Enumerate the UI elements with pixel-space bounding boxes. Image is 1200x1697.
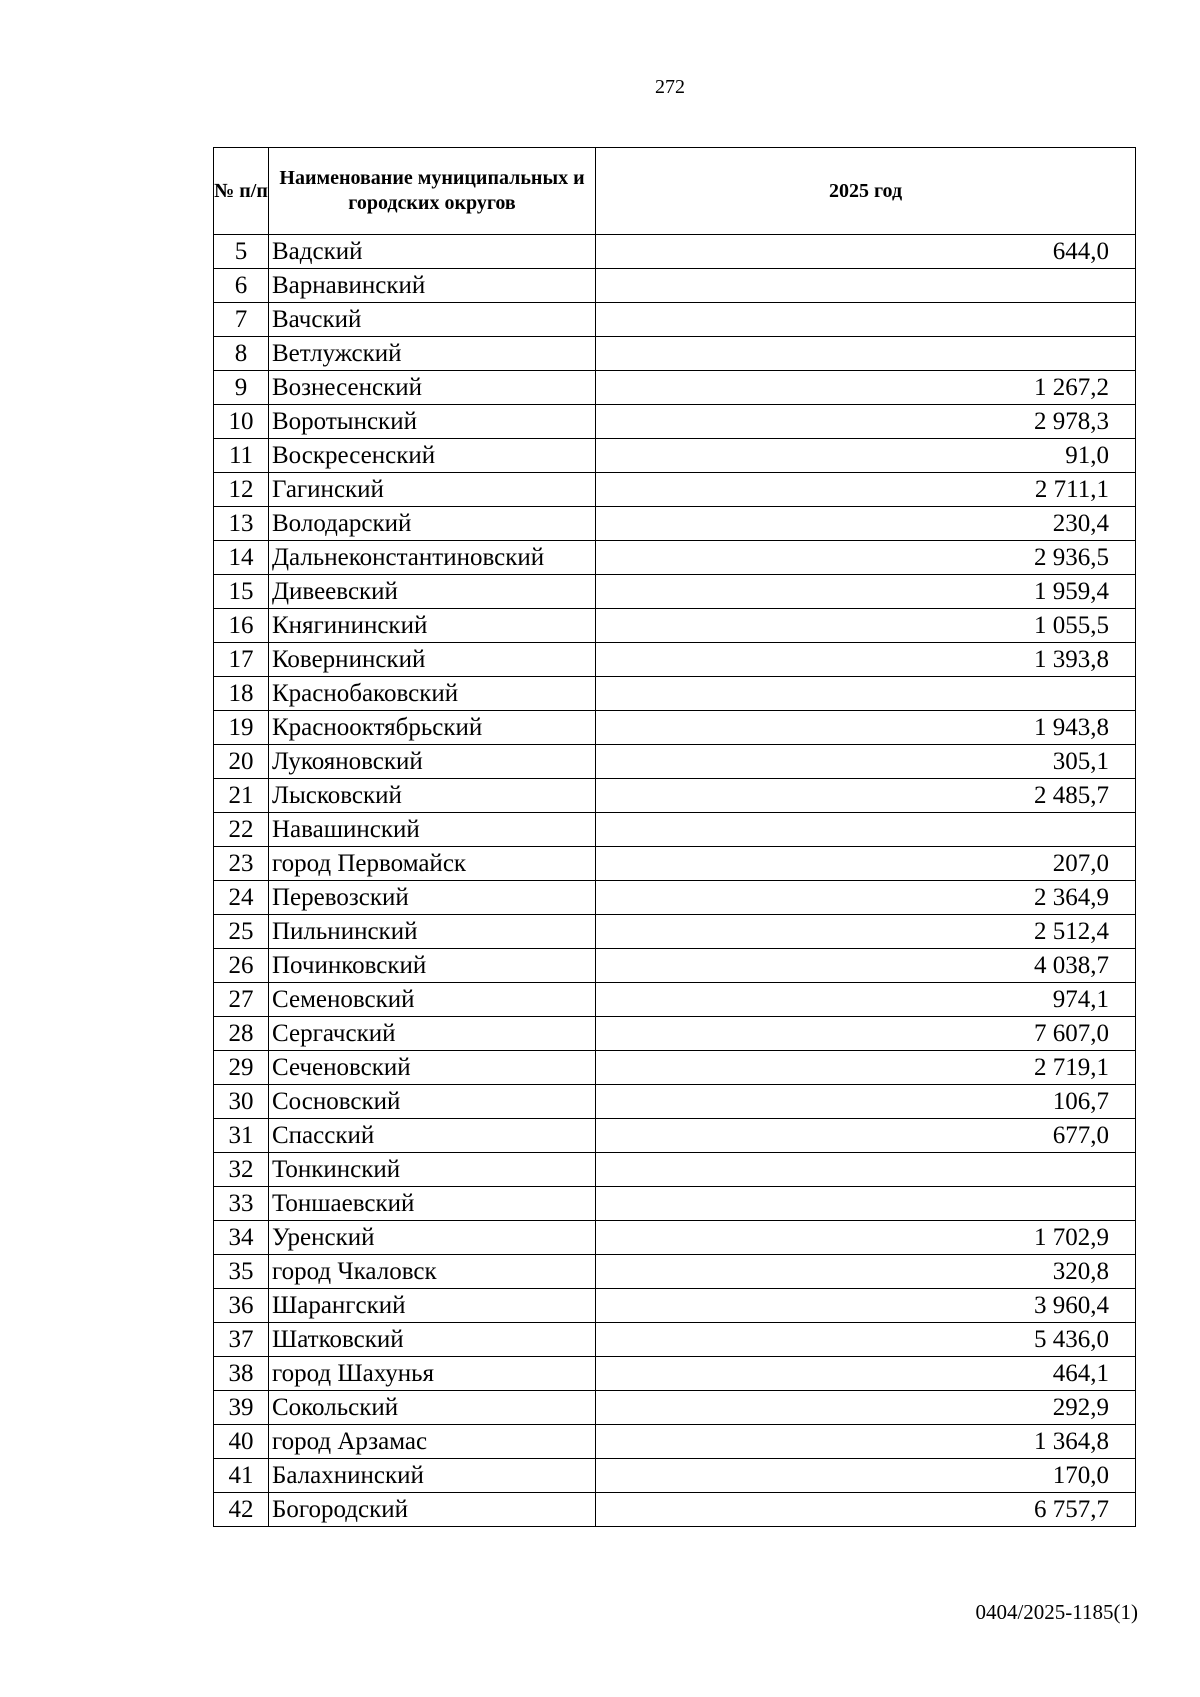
value-2025-cell xyxy=(596,813,1136,847)
table-row xyxy=(214,745,1136,779)
table-row xyxy=(214,1323,1136,1357)
value-2025-cell: 2 364,9 xyxy=(596,881,1136,915)
value-2025-cell: 106,7 xyxy=(596,1085,1136,1119)
row-number-cell: 11 xyxy=(214,439,269,473)
allocation-table xyxy=(213,147,1136,1527)
value-2025-cell: 2 978,3 xyxy=(596,405,1136,439)
value-2025-cell: 1 959,4 xyxy=(596,575,1136,609)
table-row xyxy=(214,983,1136,1017)
municipality-name-cell: Шатковский xyxy=(269,1323,596,1357)
table-row xyxy=(214,303,1136,337)
municipality-name-cell: Уренский xyxy=(269,1221,596,1255)
municipality-name-cell: Лысковский xyxy=(269,779,596,813)
value-2025-cell: 1 267,2 xyxy=(596,371,1136,405)
row-number-cell: 21 xyxy=(214,779,269,813)
municipality-name-cell: Навашинский xyxy=(269,813,596,847)
row-number-cell: 30 xyxy=(214,1085,269,1119)
municipality-name-cell: Вачский xyxy=(269,303,596,337)
header-name: Наименование муниципальных и городских округов xyxy=(269,148,596,235)
municipality-name-cell: Тонкинский xyxy=(269,1153,596,1187)
row-number-cell: 42 xyxy=(214,1493,269,1527)
row-number-cell: 5 xyxy=(214,235,269,269)
municipality-name-cell: город Первомайск xyxy=(269,847,596,881)
municipality-name-cell: Дивеевский xyxy=(269,575,596,609)
table-row xyxy=(214,371,1136,405)
table-row xyxy=(214,1119,1136,1153)
table-row xyxy=(214,269,1136,303)
table-row xyxy=(214,915,1136,949)
value-2025-cell: 1 702,9 xyxy=(596,1221,1136,1255)
municipality-name-cell: Ковернинский xyxy=(269,643,596,677)
row-number-cell: 17 xyxy=(214,643,269,677)
table-row xyxy=(214,881,1136,915)
table-body xyxy=(214,235,1136,1527)
row-number-cell: 41 xyxy=(214,1459,269,1493)
municipality-name-cell: Краснооктябрьский xyxy=(269,711,596,745)
value-2025-cell: 974,1 xyxy=(596,983,1136,1017)
municipality-name-cell: Вознесенский xyxy=(269,371,596,405)
municipality-name-cell: Лукояновский xyxy=(269,745,596,779)
municipality-name-cell: Воскресенский xyxy=(269,439,596,473)
value-2025-cell: 464,1 xyxy=(596,1357,1136,1391)
municipality-name-cell: Семеновский xyxy=(269,983,596,1017)
row-number-cell: 35 xyxy=(214,1255,269,1289)
table-row xyxy=(214,643,1136,677)
value-2025-cell xyxy=(596,677,1136,711)
row-number-cell: 20 xyxy=(214,745,269,779)
value-2025-cell: 305,1 xyxy=(596,745,1136,779)
table-row xyxy=(214,507,1136,541)
municipality-name-cell: Сосновский xyxy=(269,1085,596,1119)
table-row xyxy=(214,1357,1136,1391)
row-number-cell: 22 xyxy=(214,813,269,847)
value-2025-cell: 2 512,4 xyxy=(596,915,1136,949)
row-number-cell: 12 xyxy=(214,473,269,507)
table-row xyxy=(214,337,1136,371)
row-number-cell: 37 xyxy=(214,1323,269,1357)
value-2025-cell: 1 393,8 xyxy=(596,643,1136,677)
value-2025-cell: 2 485,7 xyxy=(596,779,1136,813)
row-number-cell: 32 xyxy=(214,1153,269,1187)
municipality-name-cell: Гагинский xyxy=(269,473,596,507)
table-row xyxy=(214,1459,1136,1493)
value-2025-cell: 2 719,1 xyxy=(596,1051,1136,1085)
value-2025-cell: 5 436,0 xyxy=(596,1323,1136,1357)
table-row xyxy=(214,779,1136,813)
table-header-row xyxy=(214,148,1136,235)
row-number-cell: 16 xyxy=(214,609,269,643)
table-row xyxy=(214,473,1136,507)
allocation-table-container xyxy=(213,147,1135,1527)
table-row xyxy=(214,1017,1136,1051)
table-row xyxy=(214,439,1136,473)
municipality-name-cell: Вадский xyxy=(269,235,596,269)
document-code: 0404/2025-1185(1) xyxy=(975,1600,1138,1624)
value-2025-cell: 91,0 xyxy=(596,439,1136,473)
header-value: 2025 год xyxy=(596,148,1136,235)
value-2025-cell: 1 364,8 xyxy=(596,1425,1136,1459)
value-2025-cell: 170,0 xyxy=(596,1459,1136,1493)
row-number-cell: 23 xyxy=(214,847,269,881)
table-row xyxy=(214,541,1136,575)
value-2025-cell xyxy=(596,1153,1136,1187)
value-2025-cell: 677,0 xyxy=(596,1119,1136,1153)
value-2025-cell xyxy=(596,337,1136,371)
municipality-name-cell: Ветлужский xyxy=(269,337,596,371)
row-number-cell: 38 xyxy=(214,1357,269,1391)
municipality-name-cell: город Арзамас xyxy=(269,1425,596,1459)
table-row xyxy=(214,1289,1136,1323)
table-row xyxy=(214,949,1136,983)
row-number-cell: 26 xyxy=(214,949,269,983)
municipality-name-cell: Краснобаковский xyxy=(269,677,596,711)
municipality-name-cell: Перевозский xyxy=(269,881,596,915)
page-number: 272 xyxy=(655,76,685,98)
table-row xyxy=(214,1255,1136,1289)
row-number-cell: 7 xyxy=(214,303,269,337)
table-row xyxy=(214,677,1136,711)
municipality-name-cell: Богородский xyxy=(269,1493,596,1527)
value-2025-cell: 7 607,0 xyxy=(596,1017,1136,1051)
row-number-cell: 9 xyxy=(214,371,269,405)
table-row xyxy=(214,235,1136,269)
row-number-cell: 29 xyxy=(214,1051,269,1085)
municipality-name-cell: Варнавинский xyxy=(269,269,596,303)
municipality-name-cell: город Шахунья xyxy=(269,1357,596,1391)
row-number-cell: 14 xyxy=(214,541,269,575)
table-row xyxy=(214,847,1136,881)
row-number-cell: 27 xyxy=(214,983,269,1017)
value-2025-cell xyxy=(596,303,1136,337)
value-2025-cell: 320,8 xyxy=(596,1255,1136,1289)
table-row xyxy=(214,1051,1136,1085)
municipality-name-cell: Починковский xyxy=(269,949,596,983)
row-number-cell: 34 xyxy=(214,1221,269,1255)
row-number-cell: 28 xyxy=(214,1017,269,1051)
row-number-cell: 24 xyxy=(214,881,269,915)
value-2025-cell: 207,0 xyxy=(596,847,1136,881)
value-2025-cell: 292,9 xyxy=(596,1391,1136,1425)
municipality-name-cell: Сокольский xyxy=(269,1391,596,1425)
row-number-cell: 6 xyxy=(214,269,269,303)
municipality-name-cell: город Чкаловск xyxy=(269,1255,596,1289)
table-row xyxy=(214,1085,1136,1119)
row-number-cell: 15 xyxy=(214,575,269,609)
row-number-cell: 8 xyxy=(214,337,269,371)
value-2025-cell: 644,0 xyxy=(596,235,1136,269)
value-2025-cell: 3 960,4 xyxy=(596,1289,1136,1323)
row-number-cell: 18 xyxy=(214,677,269,711)
table-row xyxy=(214,711,1136,745)
value-2025-cell: 230,4 xyxy=(596,507,1136,541)
table-row xyxy=(214,1153,1136,1187)
value-2025-cell: 2 711,1 xyxy=(596,473,1136,507)
municipality-name-cell: Балахнинский xyxy=(269,1459,596,1493)
row-number-cell: 33 xyxy=(214,1187,269,1221)
header-number: № п/п xyxy=(214,148,269,235)
municipality-name-cell: Сергачский xyxy=(269,1017,596,1051)
value-2025-cell: 1 943,8 xyxy=(596,711,1136,745)
municipality-name-cell: Пильнинский xyxy=(269,915,596,949)
municipality-name-cell: Володарский xyxy=(269,507,596,541)
row-number-cell: 13 xyxy=(214,507,269,541)
table-row xyxy=(214,1493,1136,1527)
municipality-name-cell: Воротынский xyxy=(269,405,596,439)
table-row xyxy=(214,609,1136,643)
municipality-name-cell: Сеченовский xyxy=(269,1051,596,1085)
row-number-cell: 25 xyxy=(214,915,269,949)
value-2025-cell: 1 055,5 xyxy=(596,609,1136,643)
table-row xyxy=(214,1425,1136,1459)
row-number-cell: 40 xyxy=(214,1425,269,1459)
municipality-name-cell: Княгининский xyxy=(269,609,596,643)
table-row xyxy=(214,405,1136,439)
row-number-cell: 36 xyxy=(214,1289,269,1323)
value-2025-cell: 6 757,7 xyxy=(596,1493,1136,1527)
row-number-cell: 39 xyxy=(214,1391,269,1425)
table-row xyxy=(214,1221,1136,1255)
row-number-cell: 31 xyxy=(214,1119,269,1153)
municipality-name-cell: Шарангский xyxy=(269,1289,596,1323)
table-row xyxy=(214,1391,1136,1425)
value-2025-cell xyxy=(596,269,1136,303)
row-number-cell: 19 xyxy=(214,711,269,745)
municipality-name-cell: Спасский xyxy=(269,1119,596,1153)
row-number-cell: 10 xyxy=(214,405,269,439)
table-row xyxy=(214,575,1136,609)
table-row xyxy=(214,1187,1136,1221)
value-2025-cell: 4 038,7 xyxy=(596,949,1136,983)
table-row xyxy=(214,813,1136,847)
municipality-name-cell: Дальнеконстантиновский xyxy=(269,541,596,575)
value-2025-cell: 2 936,5 xyxy=(596,541,1136,575)
value-2025-cell xyxy=(596,1187,1136,1221)
municipality-name-cell: Тоншаевский xyxy=(269,1187,596,1221)
